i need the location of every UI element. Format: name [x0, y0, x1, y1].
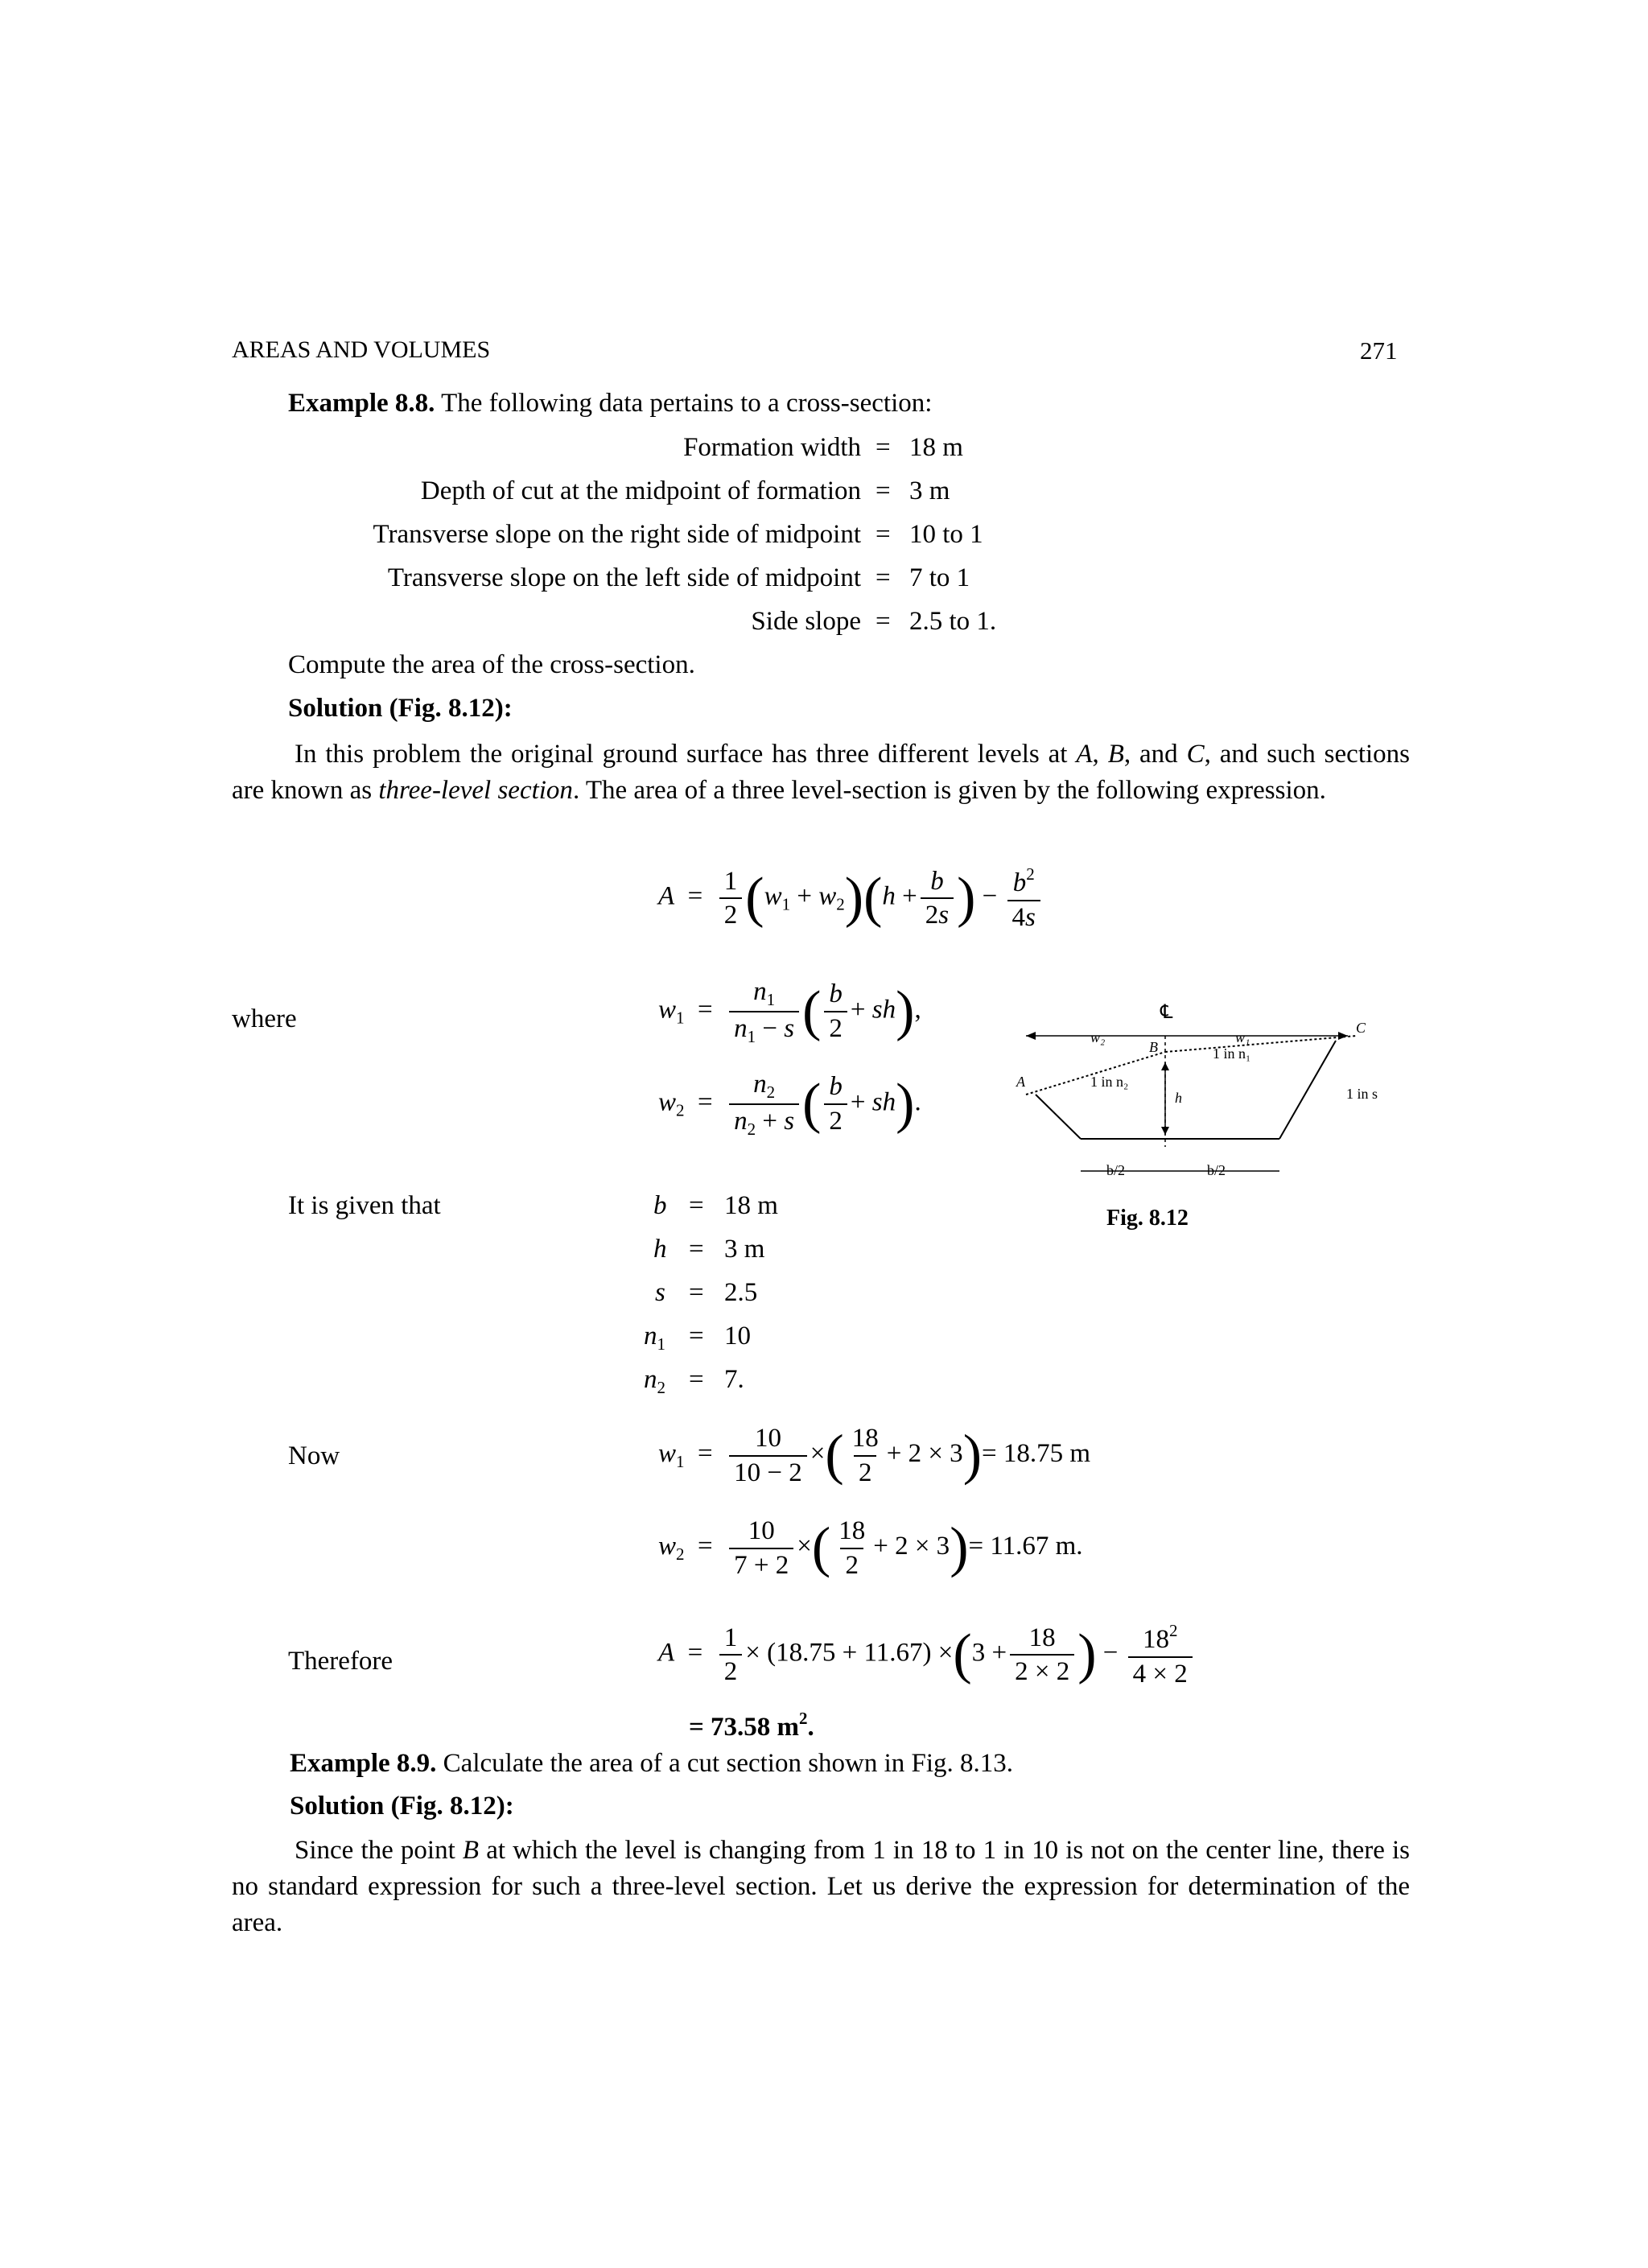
data-row-name: Side slope — [751, 607, 861, 636]
fig-label-cl: ℄ — [1160, 1002, 1173, 1023]
fig-label-w1: w₁ — [1235, 1029, 1250, 1045]
formula-w1: $w_1$ = $\frac{n_1}{n_1 - s}$ ( $\frac{b}{2}$ + sh), — [658, 977, 921, 1047]
para-text: Since the point — [295, 1836, 463, 1865]
data-row-name: Depth of cut at the midpoint of formation — [420, 476, 861, 505]
given-value: 10 — [724, 1322, 751, 1350]
fig-label-a: A — [1016, 1074, 1025, 1090]
given-value: 7. — [724, 1365, 744, 1394]
arrow-head — [1161, 1127, 1169, 1135]
now-label: Now — [288, 1441, 340, 1470]
frac-num: 10 — [748, 1516, 775, 1545]
figure-8-12 — [978, 986, 1477, 1178]
para-text: at which the level is changing from 1 in 18 to 1 in 10 is not on the center line, there is no standard expression for such a three-level section. Let us derive the expression for determination of the area. — [232, 1836, 1411, 1937]
fig-label-c: C — [1356, 1020, 1366, 1036]
frac-num: 18 — [838, 1516, 866, 1545]
fig-label-b2-right: b/2 — [1207, 1162, 1226, 1178]
given-eq: = — [689, 1365, 704, 1394]
page-number: 271 — [1360, 336, 1398, 365]
calc-result: = 11.67 m. — [968, 1532, 1083, 1561]
para-text: In this problem the original ground surface has three different levels at — [295, 740, 1077, 769]
solution-heading: Solution (Fig. 8.12): — [288, 694, 513, 723]
frac-den: 7 + 2 — [729, 1548, 793, 1580]
frac-den: 10 − 2 — [729, 1455, 807, 1487]
arrow-head — [1338, 1032, 1348, 1040]
given-eq: = — [689, 1322, 704, 1350]
fig-label-n2: 1 in n₂ — [1090, 1074, 1129, 1090]
frac-den: 2 — [840, 1548, 863, 1580]
example-8-8-intro — [288, 390, 932, 417]
given-label: It is given that — [288, 1191, 441, 1220]
side-slope-left — [1036, 1095, 1081, 1139]
frac-den: 2 × 2 — [1010, 1654, 1074, 1686]
frac-num: 18 — [1142, 1625, 1169, 1654]
point-label: B — [1107, 740, 1124, 769]
data-row-eq: = — [876, 563, 891, 592]
example-label: Example 8.8. — [288, 389, 435, 418]
calc-w2: $w_2$ = $\frac{10}{7 + 2}$ ×( $\frac{18}{2}$ + 2 × 3)= 11.67 m. — [658, 1516, 1083, 1580]
data-row-value: 10 to 1 — [909, 520, 983, 549]
formula-w2: $w_2$ = $\frac{n_2}{n_2 + s}$ ( $\frac{b}{2}$ + sh). — [658, 1070, 921, 1140]
given-symbol: $n_1$ — [644, 1322, 665, 1354]
example-label: Example 8.9. — [290, 1749, 437, 1778]
frac-num: 18 — [1028, 1623, 1056, 1652]
frac-num: 18 — [851, 1424, 879, 1453]
given-eq: = — [689, 1278, 704, 1307]
frac-den: 2 — [854, 1455, 877, 1487]
fig-label-b2-left: b/2 — [1106, 1162, 1126, 1178]
given-eq: = — [689, 1235, 704, 1264]
fig-label-b: B — [1149, 1039, 1158, 1055]
calc-area: A = $\frac{1}{2}$ × (18.75 + 11.67) ×(3 + $\frac{18}{2 \times 2}$ ) − $\frac{18^2}{4 \times 2}$ — [658, 1622, 1196, 1688]
side-slope-right — [1279, 1041, 1336, 1139]
frac-num: 10 — [754, 1424, 781, 1453]
frac-num: 1 — [723, 1623, 738, 1652]
ground-line-right — [1165, 1036, 1356, 1052]
calc-result: = 18.75 m — [982, 1439, 1091, 1469]
data-row-eq: = — [876, 607, 891, 636]
given-value: 2.5 — [724, 1278, 758, 1307]
given-symbol: b — [653, 1191, 667, 1220]
calc-mid: × (18.75 + 11.67) × — [745, 1638, 954, 1668]
data-row-name: Transverse slope on the right side of midpoint — [373, 520, 861, 549]
fig-label-h: h — [1175, 1090, 1182, 1106]
frac-den: 2 — [719, 1654, 743, 1686]
data-row-eq: = — [876, 433, 891, 462]
given-eq: = — [689, 1191, 704, 1220]
data-row-value: 3 m — [909, 476, 950, 505]
example-8-9-intro — [290, 1750, 1013, 1777]
calc-tail: + 2 × 3 — [873, 1532, 950, 1561]
final-answer: = 73.58 $m^2$. — [689, 1709, 814, 1742]
data-row-eq: = — [876, 476, 891, 505]
fig-label-s: 1 in s — [1346, 1086, 1378, 1102]
intro-paragraph: In this problem the original ground surface has three different levels at A, B, and C, and such sections are known as three-level section. The area of a three level-section is given by the following expression. — [232, 740, 1410, 805]
arrow-head — [1026, 1032, 1036, 1040]
data-row-name: Formation width — [683, 433, 861, 462]
para-text: , and such sections are known as — [232, 740, 1410, 805]
calc-w1: $w_1$ = $\frac{10}{10 - 2}$ ×( $\frac{18}{2}$ + 2 × 3)= 18.75 m — [658, 1424, 1091, 1487]
given-value: 18 m — [724, 1191, 778, 1220]
where-label: where — [232, 1004, 297, 1033]
example-intro: The following data pertains to a cross-section: — [441, 389, 933, 418]
point-label: C — [1186, 740, 1205, 769]
answer-value: = 73.58 m — [689, 1713, 800, 1742]
frac-den: 4 × 2 — [1128, 1656, 1193, 1689]
therefore-label: Therefore — [288, 1647, 393, 1676]
data-row-eq: = — [876, 520, 891, 549]
figure-caption: Fig. 8.12 — [1106, 1206, 1189, 1231]
formula-area: A = $\frac{1}{2}$ $(w_1 + w_2)(h$ + $\frac{b}{2s}$ ) − $\frac{b^2}{4s}$ — [658, 865, 1044, 931]
example-8-9-paragraph — [232, 1833, 1410, 1941]
data-row-name: Transverse slope on the left side of midpoint — [387, 563, 861, 592]
calc-tail: + 2 × 3 — [886, 1439, 963, 1469]
para-term: three-level section — [378, 776, 573, 805]
arrow-head — [1161, 1062, 1169, 1070]
point-label: A — [1076, 740, 1093, 769]
given-symbol: $n_2$ — [644, 1365, 665, 1397]
data-row-value: 18 m — [909, 433, 963, 462]
given-value: 3 m — [724, 1235, 765, 1264]
given-symbol: h — [653, 1235, 667, 1264]
data-row-value: 7 to 1 — [909, 563, 970, 592]
para-text: . The area of a three level-section is given by the following expression. — [572, 776, 1326, 805]
data-row-value: 2.5 to 1. — [909, 607, 997, 636]
calc-three: 3 + — [971, 1638, 1007, 1668]
question: Compute the area of the cross-section. — [288, 650, 695, 679]
fig-label-n1: 1 in n₁ — [1213, 1045, 1251, 1062]
fig-label-w2: w₂ — [1090, 1029, 1106, 1045]
example-text: Calculate the area of a cut section shown in Fig. 8.13. — [443, 1749, 1014, 1778]
running-header: AREAS AND VOLUMES — [232, 336, 491, 363]
given-symbol: s — [655, 1278, 665, 1307]
solution-heading: Solution (Fig. 8.12): — [290, 1792, 514, 1821]
point-label: B — [462, 1836, 480, 1865]
